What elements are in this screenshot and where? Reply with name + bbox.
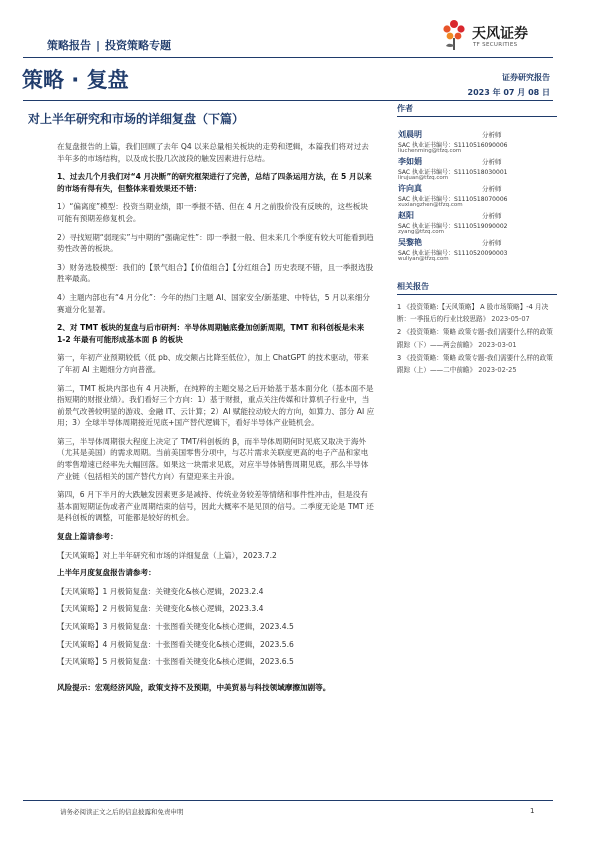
- footer-disclaimer: 请务必阅读正文之后的信息披露和免责申明: [60, 808, 184, 816]
- author-email[interactable]: xuxiangzhen@tfzq.com: [398, 202, 463, 208]
- series-title: 策略 · 复盘: [22, 68, 129, 92]
- report-date: 2023 年 07 月 08 日: [467, 88, 550, 97]
- reference-heading-2: 上半年月度复盘报告请参考：: [57, 568, 156, 578]
- category-separator: |: [96, 39, 101, 52]
- reference-item: 【天风策略】3 月极简复盘：十张图看关键变化&核心逻辑，2023.4.5: [57, 622, 294, 631]
- related-report-date: 2023-02-25: [478, 366, 517, 375]
- logo-flower-icon: [440, 18, 468, 52]
- category-label: 策略报告: [47, 39, 91, 52]
- sidebar: [397, 103, 557, 377]
- tmt-point-4: 第四，6 月下半月的大跌触发因素更多是减持、传统业务较差等情绪和事件性冲击，但是没有基本面短期证伪或者产业周期结束的信号，因此大概率不是见顶的信号。二季度无论是 TMT 还是科创板的调整，可能都是较好的机会。: [57, 490, 374, 523]
- reference-item: 【天风策略】2 月极简复盘：关键变化&核心逻辑，2023.3.4: [57, 604, 264, 614]
- intro-paragraph: 在复盘报告的上篇，我们回顾了去年 Q4 以来总量相关板块的走势和逻辑，本篇我们将对过去半年多的市场结构，以及成长股几次波段的触发因素进行总结。: [57, 142, 369, 163]
- author-license: SAC 执业证书编号：S1110518030001: [398, 169, 508, 176]
- author-name: 赵阳: [398, 211, 414, 220]
- author-name: 李如娟: [398, 157, 422, 166]
- author-name: 许向真: [398, 184, 422, 193]
- section-heading-1: 1、过去几个月我们对“4 月决断”的研究框架进行了完善，总结了四条运用方法，在 5 月以来的市场有得有失，但整体来看效果还不错：: [57, 172, 372, 193]
- author-license: SAC 执业证书编号：S1110519090002: [398, 223, 508, 230]
- subcategory-label: 投资策略专题: [105, 39, 172, 52]
- point-3: 3）财务选股模型：我们的【景气组合】【价值组合】【分红组合】历史表现不错，且一季报选股胜率最高。: [57, 262, 374, 284]
- page-number: 1: [530, 807, 535, 815]
- authors-heading: 作者: [397, 103, 557, 117]
- company-logo: [440, 18, 550, 54]
- author-entry: [397, 183, 557, 209]
- author-entry: [397, 237, 557, 263]
- author-role: 分析师: [482, 158, 502, 166]
- document-title: 对上半年研究和市场的详细复盘（下篇）: [28, 112, 245, 126]
- point-4: 4）主题内部也有“4 月分化”：今年的热门主题 AI、国家安全/新基建、中特估，5 月以来细分赛道分化显著。: [57, 292, 370, 314]
- author-role: 分析师: [482, 185, 502, 193]
- point-1: 1）“偏离度”模型：投资当期业绩，即一季报不错、但在 4 月之前股价没有反映的，这些板块可能有预期差修复机会。: [57, 202, 368, 223]
- related-report-title[interactable]: 2 《投资策略：策略 政策专题-我们需要什么样的政策跟踪（下）——两会前瞻》: [397, 328, 553, 349]
- main-body: [57, 141, 375, 700]
- report-type: 证券研究报告: [502, 73, 550, 82]
- related-report-date: 2023-05-07: [491, 315, 530, 324]
- title-divider: [23, 100, 553, 101]
- author-entry: [397, 210, 557, 236]
- author-name: 吴黎艳: [398, 238, 422, 247]
- footer-divider: [23, 800, 553, 801]
- related-reports-heading: 相关报告: [397, 281, 557, 295]
- author-role: 分析师: [482, 212, 502, 220]
- header-divider: [23, 57, 553, 58]
- reference-heading-1: 复盘上篇请参考：: [57, 532, 118, 542]
- related-report-title[interactable]: 3 《投资策略：策略 政策专题-我们需要什么样的政策跟踪（上）——二中前瞻》: [397, 353, 553, 375]
- author-role: 分析师: [482, 131, 502, 139]
- logo-text-cn: 天风证券: [472, 26, 528, 42]
- author-email[interactable]: zyang@tfzq.com: [398, 229, 444, 235]
- reference-item: 【天风策略】对上半年研究和市场的详细复盘（上篇），2023.7.2: [57, 550, 277, 560]
- tmt-point-3: 第三，半导体周期很大程度上决定了 TMT/科创板的 β，而半导体周期何时见底又取决于海外（尤其是美国）的需求周期。当前美国零售分项中，与芯片需求关联度更高的电子产品和家电的零售增速已经率先大幅回落。如果这一块需求见底，对应半导体销售周期见底，那么半导体产业链（包括相关的国产替代方向）有望迎来主升浪。: [57, 436, 369, 481]
- report-category: [47, 37, 171, 53]
- author-name: 刘晨明: [398, 130, 422, 139]
- author-email[interactable]: wuliyan@tfzq.com: [398, 256, 449, 262]
- related-report-item[interactable]: [397, 326, 557, 350]
- reference-item: 【天风策略】1 月极简复盘：关键变化&核心逻辑，2023.2.4: [57, 586, 264, 596]
- section-heading-2: 2、对 TMT 板块的复盘与后市研判：半导体周期触底叠加创新周期，TMT 和科创板是未来 1-2 年最有可能形成基本面 β 的板块: [57, 323, 365, 344]
- reference-item: 【天风策略】5 月极简复盘：十张图看关键变化&核心逻辑，2023.6.5: [57, 657, 294, 667]
- author-license: SAC 执业证书编号：S1110518070006: [398, 196, 508, 203]
- author-license: SAC 执业证书编号：S1110516090006: [398, 142, 508, 149]
- logo-text-en: TF SECURITIES: [473, 42, 518, 48]
- author-entry: [397, 129, 557, 155]
- tmt-point-1: 第一，年初产业预期较低（低 pb、成交额占比降至低位），加上 ChatGPT 的技术驱动，带来了年初 AI 主题细分方向普涨。: [57, 353, 369, 374]
- author-role: 分析师: [482, 239, 502, 247]
- related-report-title[interactable]: 1 《投资策略:【天风策略】 A 股市场策略】-4 月决断：一季报后的行业比较思路》: [397, 303, 549, 324]
- point-2: 2）寻找短期“弱现实”与中期的“强确定性”：即一季报一般、但未来几个季度有较大可能看到趋势性改善的板块。: [57, 232, 374, 254]
- author-email[interactable]: lirujuan@tfzq.com: [398, 175, 449, 181]
- reference-item: 【天风策略】4 月极简复盘：十张图看关键变化&核心逻辑，2023.5.6: [57, 639, 294, 649]
- author-license: SAC 执业证书编号：S1110520090003: [398, 250, 508, 257]
- author-entry: [397, 156, 557, 182]
- tmt-point-2: 第二，TMT 板块内部也有 4 月决断，在纯粹的主题交易之后开始基于基本面分化（基本面不是指短期的财报业绩）。我们看好三个方向：1）基于财报，重点关注传媒和计算机子行业中，当前景气改善较明显的游戏、金融 IT、云计算；2）AI 赋能拉动较大的方向，如算力、部分 AI 应用；3）全球半导体周期接近见底+国产替代逻辑下，看好半导体产业链机会。: [57, 383, 375, 428]
- related-report-date: 2023-03-01: [478, 340, 517, 349]
- related-report-item[interactable]: [397, 352, 557, 376]
- risk-warning: 风险提示：宏观经济风险，政策支持不及预期，中美贸易与科技领域摩擦加剧等。: [57, 682, 331, 692]
- author-email[interactable]: liuchenming@tfzq.com: [398, 148, 462, 154]
- related-report-item[interactable]: [397, 301, 557, 325]
